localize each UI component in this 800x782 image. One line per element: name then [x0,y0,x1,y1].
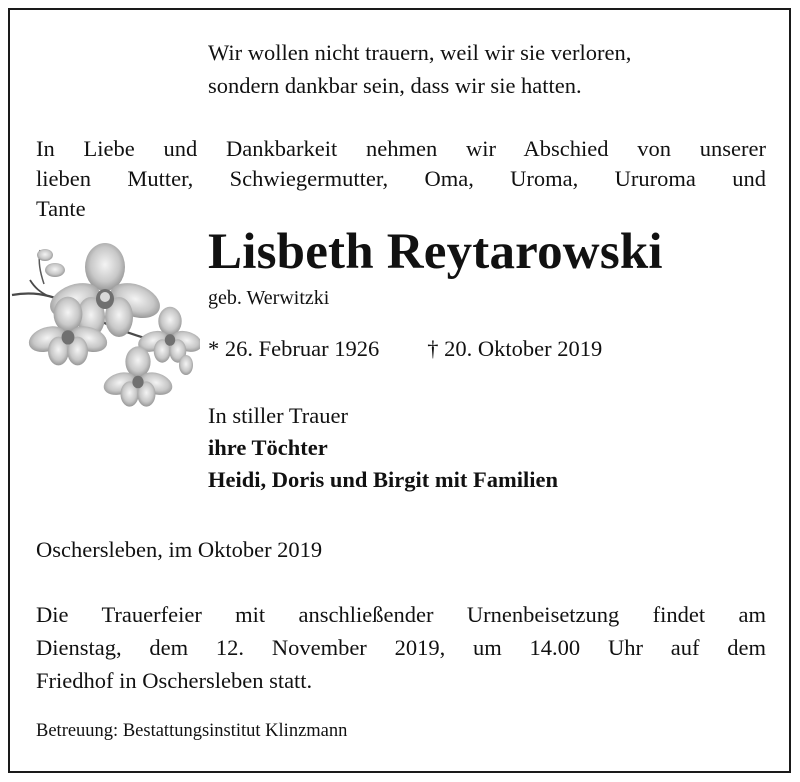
funeral-home-credit: Betreuung: Bestattungsinstitut Klinzmann [36,721,348,741]
service-line-2: Dienstag, dem 12. November 2019, um 14.00 Uhr auf dem [36,635,766,660]
deceased-name: Lisbeth Reytarowski [208,224,663,280]
motto-line-1: Wir wollen nicht trauern, weil wir sie verloren, [208,40,632,65]
birth-date: * 26. Februar 1926 [208,336,380,361]
service-announcement [36,598,766,697]
motto-quote [208,36,631,102]
mourners-intro: In stiller Trauer [208,403,348,428]
birth-name: geb. Werwitzki [208,287,330,309]
intro-text [36,134,766,224]
orchid-branch-icon [10,240,200,415]
place-and-date: Oschersleben, im Oktober 2019 [36,537,323,562]
death-date: † 20. Oktober 2019 [427,336,603,361]
service-line-3: Friedhof in Oschersleben statt. [36,668,313,693]
intro-line-1: In Liebe und Dankbarkeit nehmen wir Abschied von unserer [36,136,766,161]
mourners-relation: ihre Töchter [208,435,328,460]
mourners-block [208,400,558,496]
service-line-1: Die Trauerfeier mit anschließender Urnenbeisetzung findet am [36,602,766,627]
mourners-names: Heidi, Doris und Birgit mit Familien [208,467,559,492]
life-dates [208,334,602,364]
intro-line-2: lieben Mutter, Schwiegermutter, Oma, Uroma, Ururoma und [36,166,766,191]
motto-line-2: sondern dankbar sein, dass wir sie hatten. [208,73,582,98]
intro-line-3: Tante [36,196,86,221]
